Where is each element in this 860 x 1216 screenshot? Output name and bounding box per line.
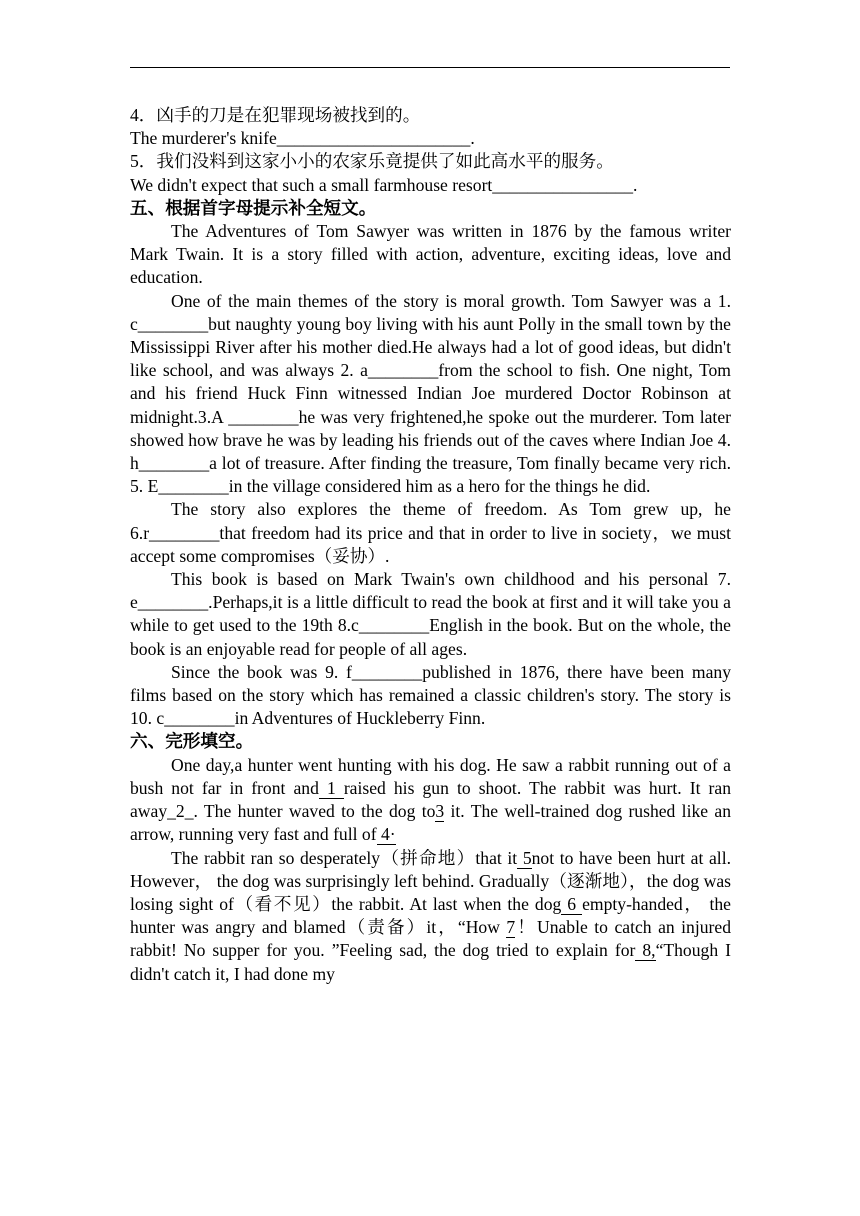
cloze-text: empty-handed， the hunter was angry and blamed（责备）it，“How	[130, 893, 731, 938]
section5-paragraph-4: This book is based on Mark Twain's own childhood and his personal 7. e________.Perhaps,it is a little difficult to read the book at first and it will take you a while to get used to the 19th 8.c________English in the book. But on the whole, the book is an enjoyable read for people of all ages.	[130, 569, 731, 659]
q4-chinese: 4．凶手的刀是在犯罪现场被找到的。	[130, 105, 421, 125]
cloze-text: it. The well-trained dog rushed like an arrow, running very fast and full of	[130, 801, 731, 845]
section5-paragraph-1: The Adventures of Tom Sawyer was written in 1876 by the famous writer Mark Twain. It is a story filled with action, adventure, exciting ideas, love and education.	[130, 221, 731, 288]
cloze-text: One day,a hunter went hunting with his dog. He saw a rabbit running out of a bush not far in front and	[130, 754, 731, 798]
q5-chinese: 5．我们没料到这家小小的农家乐竟提供了如此高水平的服务。	[130, 151, 614, 172]
cloze-text: ！Unable to catch an injured rabbit! No supper for you. ”Feeling sad, the dog tried to explain for	[130, 917, 732, 961]
section5-paragraph-5: Since the book was 9. f________published in 1876, there have been many films based on the story which has remained a classic children's story. The story is 10. c________in Adventures of Huckleberry Finn.	[130, 661, 731, 729]
cloze-text: “Though I didn't catch it, I had done my	[130, 940, 731, 984]
cloze-text: raised his gun to shoot. The rabbit was hurt. It ran away_2_. The hunter waved to the dog to	[130, 777, 732, 822]
q4-english: The murderer's knife______________________.	[130, 128, 475, 149]
cloze-blank-1: 1	[318, 777, 344, 798]
cloze-blank-8: 8,	[635, 940, 656, 961]
cloze-text: not to have been hurt at all. However， the dog was surprisingly left behind. Gradually（逐渐地），the dog was losing sight of（看不见）the rabbit. At last when the dog	[130, 847, 731, 914]
header-rule	[130, 67, 730, 68]
cloze-blank-4: 4·	[376, 824, 396, 845]
section5-heading: 五、根据首字母提示补全短文。	[130, 197, 377, 218]
document-body	[130, 104, 731, 986]
cloze-blank-7: 7	[506, 917, 516, 938]
section6-paragraph-2	[130, 847, 731, 986]
section5-paragraph-2: One of the main themes of the story is moral growth. Tom Sawyer was a 1. c________but naughty young boy living with his aunt Polly in the small town by the Mississippi River after his mother died.He always had a lot of good ideas, but didn't like school, and was always 2. a________from the school to fish. One night, Tom and his friend Huck Finn witnessed Indian Joe murdered Doctor Robinson at midnight.3.A ________he was very frightened,he spoke out the murderer. Tom later showed how brave he was by leading his friends out of the caves where Indian Joe 4. h________a lot of treasure. After finding the treasure, Tom finally became very rich. 5. E________in the village considered him as a hero for the things he did.	[130, 290, 731, 497]
cloze-blank-6: 6	[561, 893, 583, 914]
q5-english: We didn't expect that such a small farmhouse resort________________.	[130, 174, 638, 195]
section5-paragraph-3: The story also explores the theme of freedom. As Tom grew up, he 6.r________that freedom had its price and that in order to live in society，we must accept some compromises（妥协）.	[130, 499, 731, 566]
cloze-blank-5: 5	[517, 847, 532, 868]
cloze-blank-3: 3	[435, 801, 445, 822]
cloze-text: The rabbit ran so desperately（拼命地）that it	[171, 847, 518, 868]
section6-heading: 六、完形填空。	[130, 731, 254, 752]
section6-paragraph-1	[130, 754, 731, 847]
